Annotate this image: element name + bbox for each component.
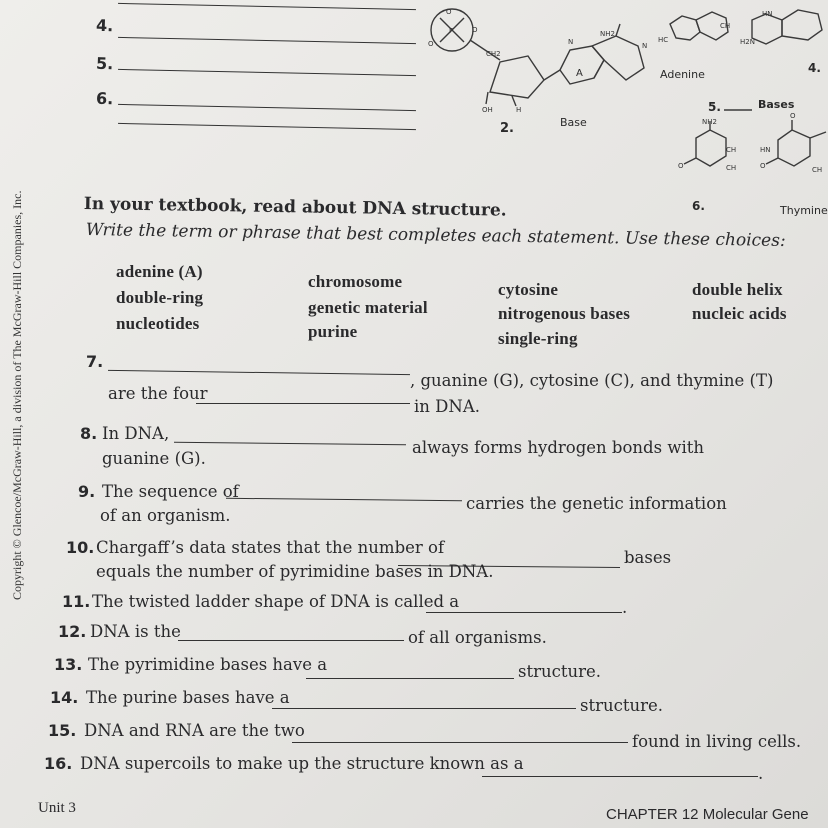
q16-text-a: DNA supercoils to make up the structure known as a (80, 754, 524, 773)
q10-text-c: equals the number of pyrimidine bases in DNA. (96, 562, 494, 581)
q16-number: 16. (44, 754, 73, 773)
q12-text-a: DNA is the (90, 622, 181, 641)
footer-chapter: CHAPTER 12 Molecular Gene (606, 806, 809, 823)
ch-label-2: CH (726, 146, 737, 154)
n-label-2: N (642, 42, 648, 50)
q11-answer-line[interactable] (426, 612, 622, 613)
q15-number: 15. (48, 721, 77, 740)
q13-text-a: The pyrimidine bases have a (88, 655, 328, 674)
q15-answer-line[interactable] (292, 742, 628, 743)
q7-answer-line-1[interactable] (108, 370, 410, 375)
n-label-1: N (568, 38, 574, 46)
q11-text-b: . (622, 598, 628, 617)
nucleotide-structure-diagram (420, 0, 828, 220)
hc-label: HC (658, 36, 669, 44)
cytosine-ring (696, 130, 726, 166)
choice-nitrogenous-bases: nitrogenous bases (498, 304, 631, 323)
q11-number: 11. (62, 592, 91, 611)
q15-text-a: DNA and RNA are the two (84, 721, 305, 740)
q9-answer-line[interactable] (226, 498, 462, 501)
diagram-label-4: 4. (808, 61, 821, 75)
q10-text-b: bases (624, 548, 672, 567)
footer-unit: Unit 3 (38, 800, 76, 816)
ch-label-1: CH (720, 22, 731, 30)
oh-label: OH (482, 106, 493, 114)
top-blank-number-6: 6. (95, 88, 114, 109)
q9-text-b: carries the genetic information (466, 494, 727, 513)
choice-double-helix: double helix (692, 280, 783, 299)
q14-text-a: The purine bases have a (86, 688, 290, 707)
o-label-p2: O (472, 26, 478, 34)
q14-number: 14. (50, 688, 79, 707)
h-label-sugar: H (516, 106, 522, 114)
o-label-p1: O (446, 8, 452, 16)
choice-nucleic-acids: nucleic acids (692, 304, 787, 323)
o-label-p3: O (428, 40, 434, 48)
base-label: Base (560, 116, 587, 129)
top-blank-number-4: 4. (95, 15, 114, 36)
q12-answer-line[interactable] (178, 640, 404, 641)
ch-label-3: CH (726, 164, 737, 172)
diagram-label-6: 6. (692, 199, 705, 213)
top-blank-number-5: 5. (95, 53, 114, 74)
choice-single-ring: single-ring (498, 329, 578, 348)
choice-purine: purine (308, 322, 358, 341)
q10-number: 10. (66, 538, 95, 557)
q14-text-b: structure. (580, 696, 664, 715)
bases-label: Bases (758, 98, 795, 111)
base-letter-a: A (576, 68, 583, 79)
q10-text-a: Chargaff’s data states that the number of (96, 538, 445, 557)
q7-answer-line-2[interactable] (196, 403, 410, 404)
o-label-1: O (678, 162, 684, 170)
q8-text-c: guanine (G). (102, 449, 206, 468)
thymine-label: Thymine (780, 204, 828, 217)
q7-number: 7. (86, 352, 104, 371)
q12-number: 12. (58, 622, 87, 641)
ch-label-4: CH (812, 166, 823, 174)
o-label-2: O (760, 162, 766, 170)
ch2-label: CH2 (486, 50, 501, 58)
p-label: P (449, 27, 454, 35)
q13-number: 13. (54, 655, 83, 674)
choice-double-ring: double-ring (116, 288, 204, 307)
q12-text-b: of all organisms. (408, 628, 547, 647)
q14-answer-line[interactable] (272, 708, 576, 709)
q9-text-a: The sequence of (102, 482, 239, 501)
q11-text-a: The twisted ladder shape of DNA is called a (92, 592, 460, 611)
q13-answer-line[interactable] (306, 678, 514, 679)
q8-text-a: In DNA, (102, 424, 170, 443)
h2n-label: H2N (740, 38, 755, 46)
top-answer-line-3[interactable] (118, 3, 416, 10)
q16-text-b: . (758, 764, 764, 783)
q7-text-c: in DNA. (414, 397, 480, 416)
diagram-label-2: 2. (500, 121, 514, 136)
sugar-ring (490, 56, 544, 98)
instruction-subheading: Write the term or phrase that best completes each statement. Use these choices: (85, 220, 786, 251)
q9-text-c: of an organism. (100, 506, 231, 525)
top-answer-line-6a[interactable] (118, 104, 416, 111)
q16-answer-line[interactable] (482, 776, 758, 777)
q9-number: 9. (78, 482, 96, 501)
q8-answer-line[interactable] (174, 442, 406, 445)
thymine-ring (778, 130, 810, 166)
q13-text-b: structure. (518, 662, 602, 681)
q8-number: 8. (80, 424, 98, 443)
q7-text-b: are the four (108, 384, 208, 403)
instruction-heading: In your textbook, read about DNA structure. (83, 194, 507, 221)
hn-label-2: HN (760, 146, 771, 154)
q7-text-a: , guanine (G), cytosine (C), and thymine (T) (410, 371, 774, 390)
choice-cytosine: cytosine (498, 280, 559, 299)
q8-text-b: always forms hydrogen bonds with (412, 438, 704, 457)
choice-nucleotides: nucleotides (116, 314, 200, 333)
choice-chromosome: chromosome (308, 272, 403, 291)
top-answer-line-5[interactable] (118, 69, 416, 76)
choice-genetic-material: genetic material (308, 298, 428, 317)
diagram-label-5: 5. (708, 100, 721, 114)
base-ring-6 (592, 36, 644, 80)
top-answer-line-6b[interactable] (118, 123, 416, 130)
q15-text-b: found in living cells. (632, 732, 802, 751)
nh2-label-2: NH2 (702, 118, 717, 126)
adenine-label: Adenine (660, 68, 705, 81)
hn-label-1: HN (762, 10, 773, 18)
choice-adenine: adenine (A) (116, 262, 203, 281)
top-answer-line-4[interactable] (118, 37, 416, 44)
copyright-side-text: Copyright © Glencoe/McGraw-Hill, a division of The McGraw-Hill Companies, Inc. (10, 190, 24, 600)
o-label-3: O (790, 112, 796, 120)
nh2-label: NH2 (600, 30, 615, 38)
